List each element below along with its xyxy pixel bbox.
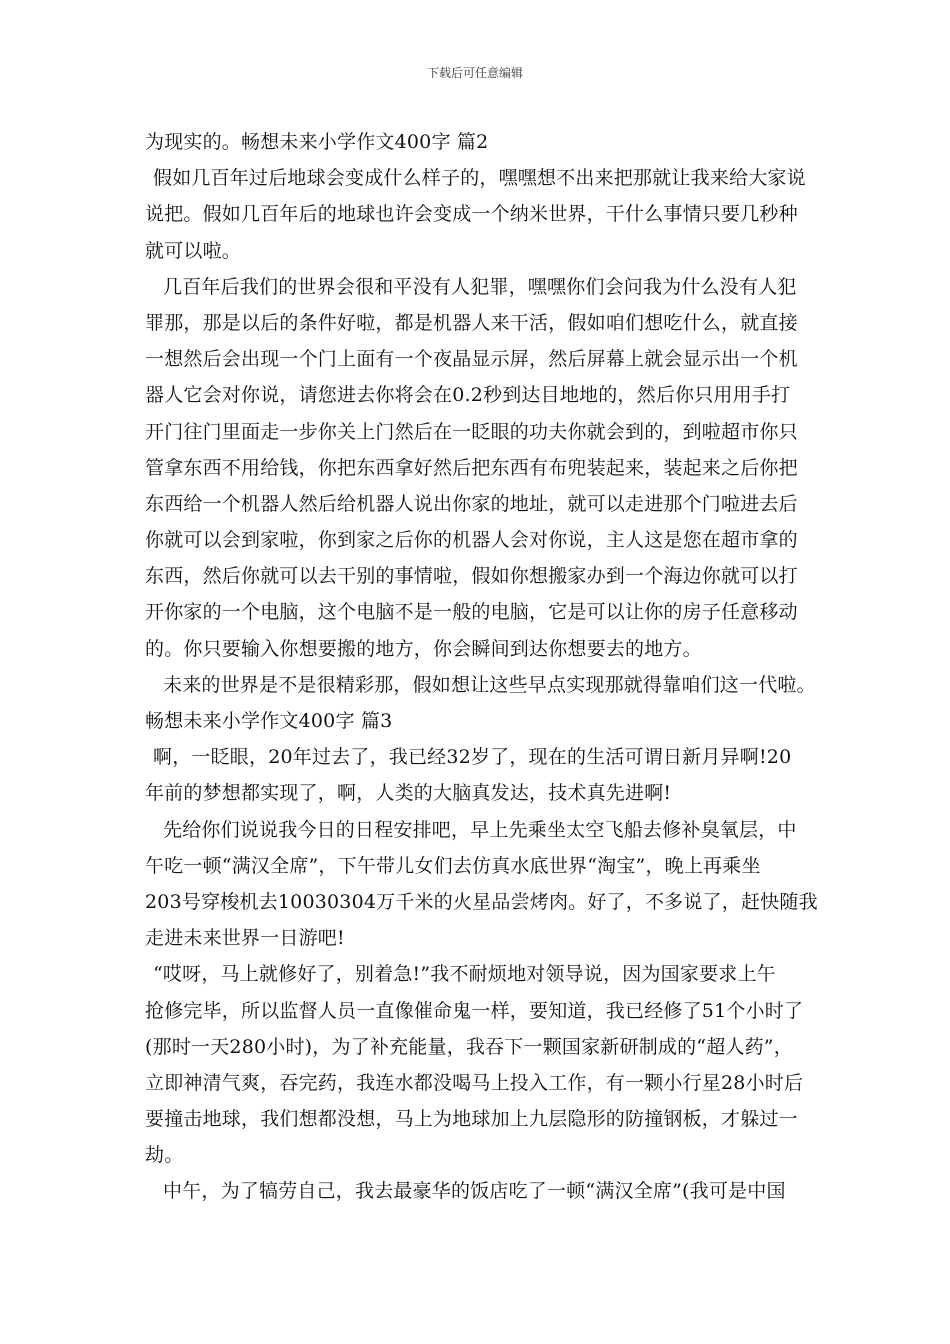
text-line: 先给你们说说我今日的日程安排吧，早上先乘坐太空飞船去修补臭氧层，中 <box>163 818 797 841</box>
text-line: 罪那，那是以后的条件好啦，都是机器人来干活，假如咱们想吃什么，就直接 <box>145 311 798 334</box>
text-line: 走进未来世界一日游吧! <box>145 927 345 950</box>
text-line: 的。你只要输入你想要搬的地方，你会瞬间到达你想要去的地方。 <box>145 637 702 660</box>
text-line: 要撞击地球，我们想都没想，马上为地球加上九层隐形的防撞钢板，才躲过一 <box>145 1108 798 1131</box>
text-line: 器人它会对你说，请您进去你将会在0.2秒到达目地地的，然后你只用用手打 <box>145 384 791 407</box>
text-line: 未来的世界是不是很精彩那，假如想让这些早点实现那就得靠咱们这一代啦。 <box>163 673 816 696</box>
text-line: 你就可以会到家啦，你到家之后你的机器人会对你说，主人这是您在超市拿的 <box>145 529 798 552</box>
text-line: 中午，为了犒劳自己，我去最豪华的饭店吃了一顿“满汉全席”(我可是中国 <box>163 1180 786 1203</box>
text-line: 假如几百年过后地球会变成什么样子的，嘿嘿想不出来把那就让我来给大家说 <box>153 167 806 190</box>
text-line: 东西给一个机器人然后给机器人说出你家的地址，就可以走进那个门啦进去后 <box>145 492 798 515</box>
text-line: 畅想未来小学作文400字 篇3 <box>145 710 393 732</box>
text-line: 203号穿梭机去10030304万千米的火星品尝烤肉。好了，不多说了，赶快随我 <box>145 890 818 913</box>
text-line: 啊，一眨眼，20年过去了，我已经32岁了，现在的生活可谓日新月异啊!20 <box>153 746 792 769</box>
text-line: 为现实的。畅想未来小学作文400字 篇2 <box>145 131 489 153</box>
page-header: 下载后可任意编辑 <box>426 66 523 80</box>
text-line: 年前的梦想都实现了，啊，人类的大脑真发达，技术真先进啊! <box>145 782 672 805</box>
text-line: 就可以啦。 <box>145 239 242 262</box>
text-line: “哎呀，马上就修好了，别着急!”我不耐烦地对领导说，因为国家要求上午 <box>153 963 776 986</box>
text-line: 几百年后我们的世界会很和平没有人犯罪，嘿嘿你们会问我为什么没有人犯 <box>163 275 797 298</box>
text-line: (那时一天280小时)，为了补充能量，我吞下一颗国家新研制成的“超人药”， <box>145 1035 793 1058</box>
text-line: 立即神清气爽，吞完药，我连水都没喝马上投入工作，有一颗小行星28小时后 <box>145 1071 804 1094</box>
text-line: 东西，然后你就可以去干别的事情啦，假如你想搬家办到一个海边你就可以打 <box>145 565 798 588</box>
text-line: 管拿东西不用给钱，你把东西拿好然后把东西有布兜装起来，装起来之后你把 <box>145 456 798 479</box>
text-line: 抢修完毕，所以监督人员一直像催命鬼一样，要知道，我已经修了51个小时了 <box>145 999 804 1022</box>
document-body <box>145 124 818 1210</box>
text-line: 说把。假如几百年后的地球也许会变成一个纳米世界，干什么事情只要几秒种 <box>145 203 798 226</box>
text-line: 开门往门里面走一步你关上门然后在一眨眼的功夫你就会到的，到啦超市你只 <box>145 420 798 443</box>
text-line: 开你家的一个电脑，这个电脑不是一般的电脑，它是可以让你的房子任意移动 <box>145 601 798 624</box>
text-line: 劫。 <box>145 1144 184 1167</box>
text-line: 一想然后会出现一个门上面有一个夜晶显示屏，然后屏幕上就会显示出一个机 <box>145 348 798 371</box>
text-line: 午吃一顿“满汉全席”，下午带儿女们去仿真水底世界“淘宝”，晚上再乘坐 <box>145 854 761 877</box>
